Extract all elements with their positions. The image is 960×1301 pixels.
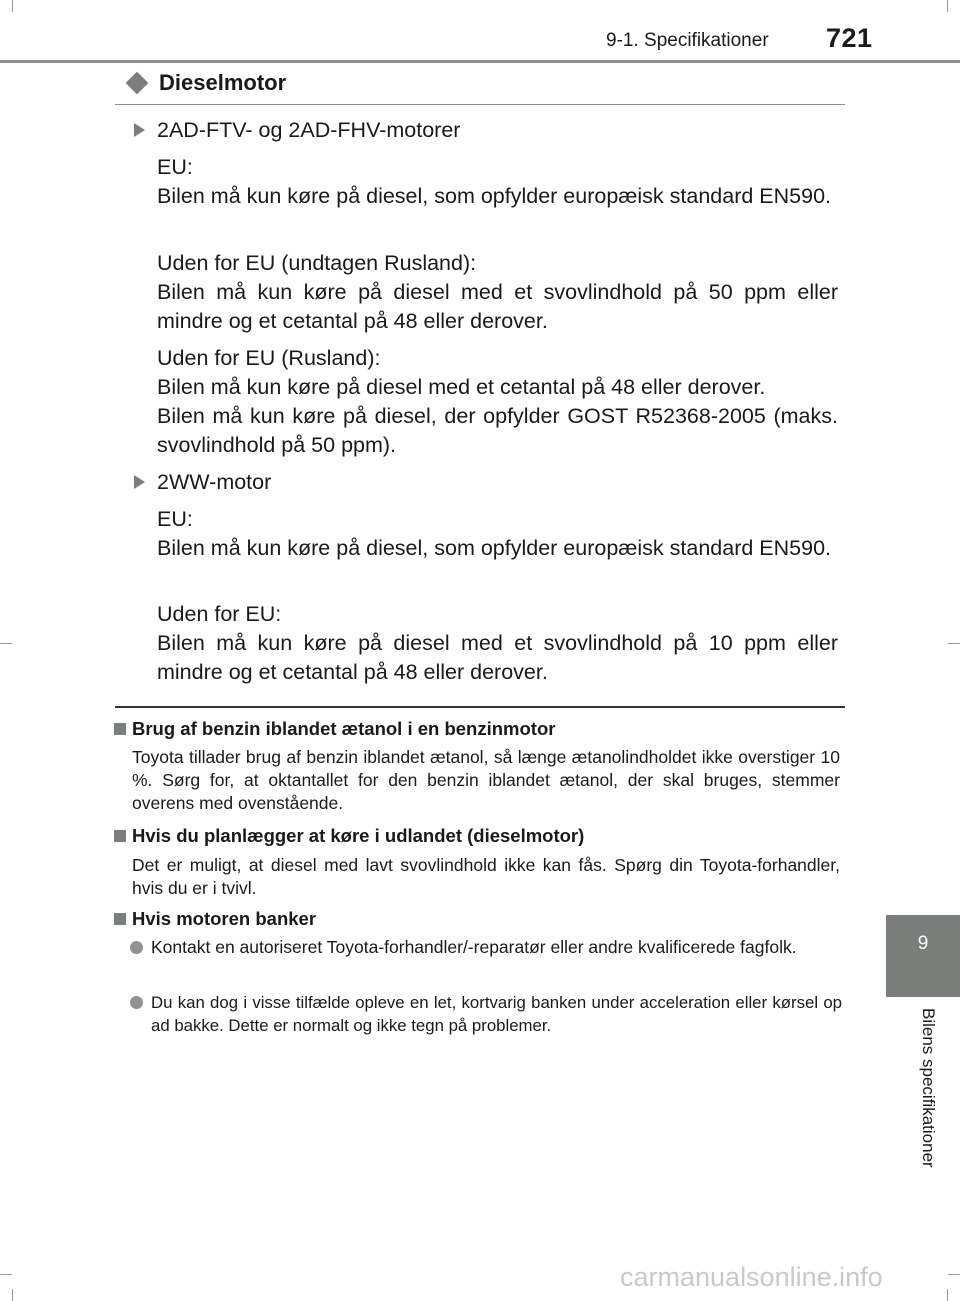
crop-mark bbox=[12, 0, 13, 12]
note-heading bbox=[114, 825, 584, 847]
diamond-icon bbox=[126, 72, 149, 95]
spec-text: Bilen må kun køre på diesel med et cetantal på 48 eller derover. bbox=[157, 375, 766, 399]
engine-name: 2WW-motor bbox=[157, 470, 272, 494]
chapter-title: Bilens specifikationer bbox=[919, 1008, 938, 1168]
crop-mark bbox=[0, 643, 12, 644]
note-title: Hvis du planlægger at køre i udlandet (dieselmotor) bbox=[132, 825, 585, 846]
section-title: Dieselmotor bbox=[159, 70, 287, 95]
engine-name: 2AD-FTV- og 2AD-FHV-motorer bbox=[157, 118, 461, 142]
region-label: EU: bbox=[157, 507, 193, 531]
spec-text: Bilen må kun køre på diesel, som opfylder europæisk standard EN590. bbox=[157, 536, 832, 560]
spec-paragraph bbox=[157, 600, 838, 687]
crop-mark bbox=[947, 0, 948, 12]
region-label: Uden for EU (undtagen Rusland): bbox=[157, 251, 477, 275]
header-divider bbox=[0, 60, 960, 63]
crop-mark bbox=[947, 1289, 948, 1301]
note-heading bbox=[114, 908, 316, 930]
note-body: Det er muligt, at diesel med lavt svovlindhold ikke kan fås. Spørg din Toyota-forhandler, hvis du er i tvivl. bbox=[132, 855, 840, 898]
spec-paragraph bbox=[157, 505, 838, 563]
circle-bullet-icon bbox=[130, 941, 143, 954]
list-item-text: Du kan dog i visse tilfælde opleve en let, kortvarig banken under acceleration eller kørsel op ad bakke. Dette er normalt og ikke tegn på problemer. bbox=[151, 993, 842, 1035]
list-item bbox=[130, 936, 842, 959]
section-divider bbox=[115, 104, 845, 105]
square-bullet-icon bbox=[114, 830, 126, 842]
crop-mark bbox=[948, 1274, 960, 1275]
note-body: Toyota tillader brug af benzin iblandet ætanol, så længe ætanolindholdet ikke overstiger 10 %. Sørg for, at oktantallet for den benzin iblandet ætanol, der skal bruges, stemmer overens med ovenstående. bbox=[132, 747, 840, 813]
region-label: Uden for EU: bbox=[157, 602, 282, 626]
region-label: Uden for EU (Rusland): bbox=[157, 346, 381, 370]
header-section-label: 9-1. Specifikationer bbox=[606, 30, 769, 51]
page-number: 721 bbox=[826, 23, 873, 53]
list-item bbox=[130, 991, 842, 1037]
spec-paragraph bbox=[157, 344, 838, 460]
chapter-tab bbox=[886, 915, 960, 997]
spec-text: Bilen må kun køre på diesel med et svovlindhold på 50 ppm eller mindre og et cetantal på 48 eller derover. bbox=[157, 280, 838, 333]
circle-bullet-icon bbox=[130, 996, 143, 1009]
list-item-text: Kontakt en autoriseret Toyota-forhandler/-reparatør eller andre kvalificerede fagfolk. bbox=[151, 937, 797, 957]
watermark: carmanualsonline.info bbox=[620, 1262, 883, 1292]
spec-paragraph bbox=[157, 249, 838, 336]
crop-mark bbox=[948, 643, 960, 644]
note-title: Hvis motoren banker bbox=[132, 908, 317, 929]
section-heading bbox=[125, 70, 286, 96]
region-label: EU: bbox=[157, 155, 193, 179]
square-bullet-icon bbox=[114, 913, 126, 925]
crop-mark bbox=[12, 1289, 13, 1301]
note-heading bbox=[114, 718, 555, 740]
crop-mark bbox=[0, 1274, 12, 1275]
square-bullet-icon bbox=[114, 723, 126, 735]
spec-text: Bilen må kun køre på diesel med et svovlindhold på 10 ppm eller mindre og et cetantal på 48 eller derover. bbox=[157, 631, 838, 684]
spec-text: Bilen må kun køre på diesel, der opfylder GOST R52368-2005 (maks. svovlindhold på 50 ppm). bbox=[157, 404, 838, 457]
spec-paragraph bbox=[157, 153, 838, 211]
content-divider bbox=[115, 706, 845, 708]
spec-text: Bilen må kun køre på diesel, som opfylder europæisk standard EN590. bbox=[157, 184, 832, 208]
note-title: Brug af benzin iblandet ætanol i en benzinmotor bbox=[132, 718, 556, 739]
arrow-icon bbox=[134, 475, 145, 489]
chapter-number: 9 bbox=[917, 933, 929, 954]
arrow-icon bbox=[134, 123, 145, 137]
